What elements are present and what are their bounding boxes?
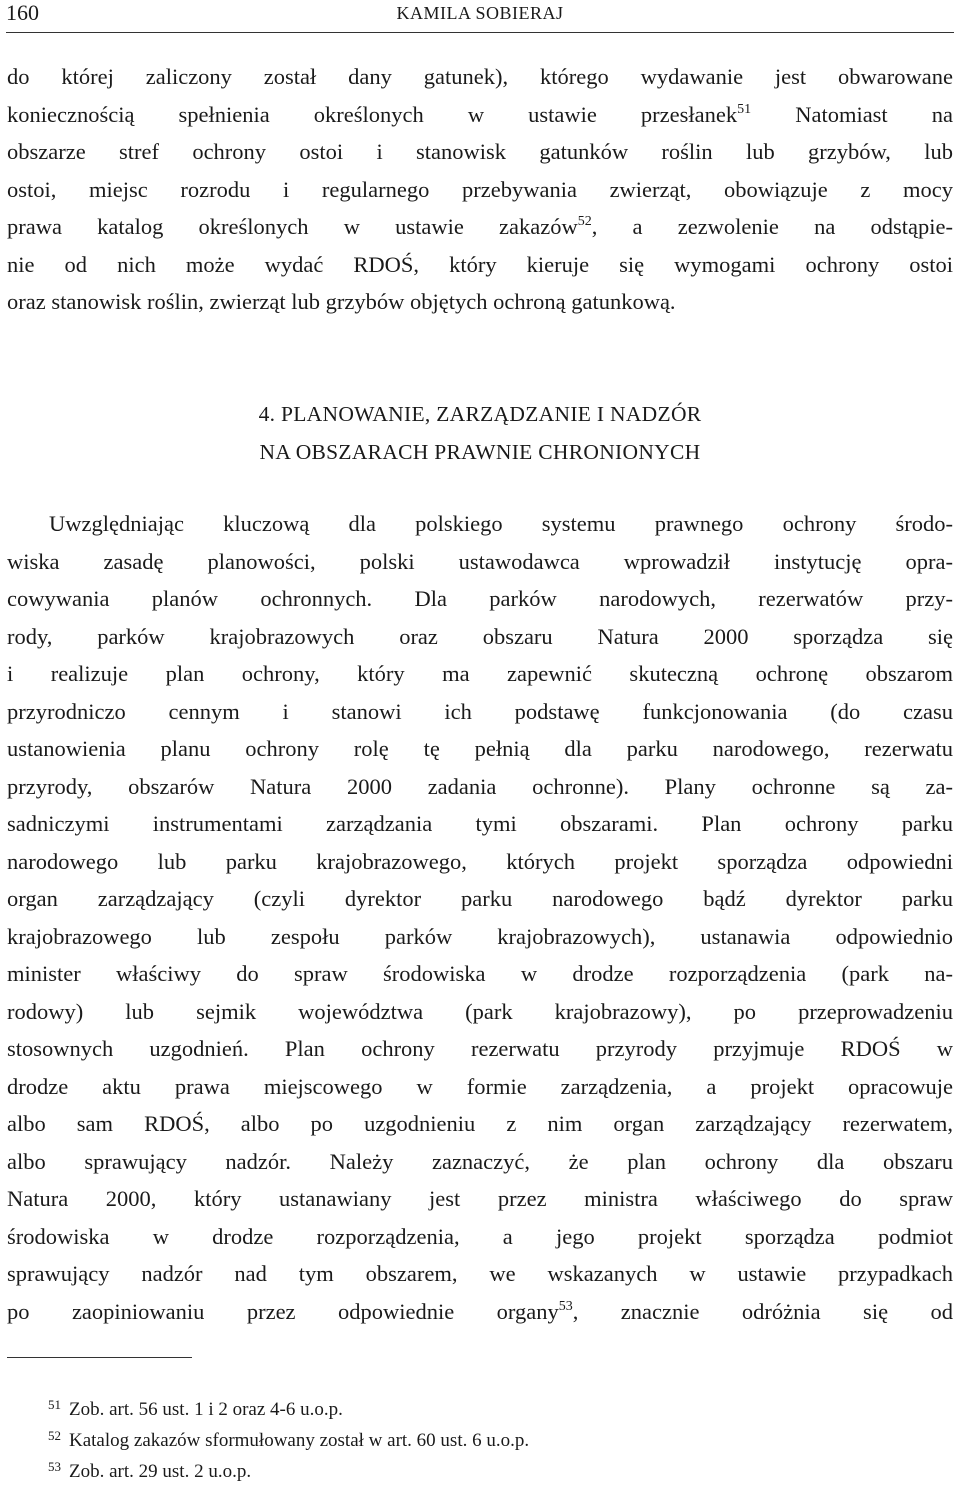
text-line: krajobrazowego lub zespołu parków krajobrazowych), ustanawia odpowiednio [7, 923, 953, 949]
header-rule [6, 32, 954, 33]
text-line: minister właściwy do spraw środowiska w drodze rozporządzenia (park na- [7, 961, 953, 986]
text-line: nie od nich może wydać RDOŚ, który kieruje się wymogami ochrony ostoi [7, 251, 953, 277]
text-line: wiska zasadę planowości, polski ustawodawca wprowadził instytucję opra- [7, 548, 953, 574]
text-line: sprawujący nadzór nad tym obszarem, we wskazanych w ustawie przypadkach [7, 1261, 953, 1286]
text-line: po zaopiniowaniu przez odpowiednie organy$^{53}$, znacznie odróżnia się od [7, 1298, 953, 1324]
text-line: rody, parków krajobrazowych oraz obszaru Natura 2000 sporządza się [7, 623, 953, 649]
text-line: narodowego lub parku krajobrazowego, których projekt sporządza odpowiedni [7, 848, 953, 874]
footnote-text: Zob. art. 29 ust. 2 u.o.p. [69, 1461, 252, 1482]
text-line: albo sprawujący nadzór. Należy zaznaczyć, że plan ochrony dla obszaru [7, 1148, 953, 1174]
text-line: drodze aktu prawa miejscowego w formie zarządzenia, a projekt opracowuje [7, 1073, 953, 1099]
text-line: Uwzględniając kluczową dla polskiego systemu prawnego ochrony środo- [49, 511, 953, 536]
footnote-ref: 53 [558, 1298, 573, 1314]
text-line: stosownych uzgodnień. Plan ochrony rezerwatu przyrody przyjmuje RDOŚ w [7, 1036, 953, 1061]
text-line: albo sam RDOŚ, albo po uzgodnieniu z nim organ zarządzający rezerwatem, [7, 1111, 953, 1136]
text-line: oraz stanowisk roślin, zwierząt lub grzybów objętych ochroną gatunkową. [7, 289, 676, 314]
text-line: ustanowienia planu ochrony rolę tę pełnią dla parku narodowego, rezerwatu [7, 736, 953, 761]
footnote-number: 51 [48, 1397, 61, 1412]
text-line: sadniczymi instrumentami zarządzania tymi obszarami. Plan ochrony parku [7, 811, 953, 836]
section-heading [0, 395, 960, 471]
text-line: koniecznością spełnienia określonych w ustawie przesłanek$^{51}$ Natomiast na [7, 101, 953, 127]
text-line: środowiska w drodze rozporządzenia, a jego projekt sporządza podmiot [7, 1223, 953, 1249]
text-line: prawa katalog określonych w ustawie zakazów$^{52}$, a zezwolenie na odstąpie- [7, 214, 953, 239]
text-line: przyrodniczo cennym i stanowi ich podstawę funkcjonowania (do czasu [7, 698, 953, 724]
section-heading-line: NA OBSZARACH PRAWNIE CHRONIONYCH [259, 440, 701, 464]
footnote-text: Katalog zakazów sformułowany został w art. 60 ust. 6 u.o.p. [69, 1430, 530, 1451]
text-line: do której zaliczony został dany gatunek), którego wydawanie jest obwarowane [7, 64, 953, 89]
footnote [48, 1420, 529, 1451]
page-number: 160 [6, 0, 39, 25]
footnote [48, 1451, 529, 1482]
section-heading-line: 4. PLANOWANIE, ZARZĄDZANIE I NADZÓR [258, 402, 702, 426]
text-line: Natura 2000, który ustanawiany jest przez ministra właściwego do spraw [7, 1186, 953, 1211]
page-header [6, 0, 954, 28]
running-head: KAMILA SOBIERAJ [396, 3, 564, 23]
text-line: cowywania planów ochronnych. Dla parków narodowych, rezerwatów przy- [7, 586, 953, 611]
text-line: ostoi, miejsc rozrodu i regularnego przebywania zwierząt, obowiązuje z mocy [7, 176, 953, 202]
footnote-ref: 52 [577, 214, 592, 229]
footnote-number: 53 [48, 1459, 61, 1474]
footnote [48, 1389, 529, 1420]
paragraph-continuation [7, 58, 953, 321]
footnote-rule [7, 1357, 192, 1358]
text-line: obszarze stref ochrony ostoi i stanowisk gatunków roślin lub grzybów, lub [7, 139, 953, 164]
text-line: przyrody, obszarów Natura 2000 zadania ochronne). Plany ochronne są za- [7, 773, 953, 799]
footnote-number: 52 [48, 1428, 61, 1443]
text-line: rodowy) lub sejmik województwa (park krajobrazowy), po przeprowadzeniu [7, 998, 953, 1024]
text-line: i realizuje plan ochrony, który ma zapewnić skuteczną ochronę obszarom [7, 661, 953, 686]
paragraph-main [7, 505, 953, 1330]
text-line: organ zarządzający (czyli dyrektor parku narodowego bądź dyrektor parku [7, 886, 953, 911]
footnote-ref: 51 [737, 101, 752, 117]
footnotes [48, 1389, 529, 1482]
footnote-text: Zob. art. 56 ust. 1 i 2 oraz 4-6 u.o.p. [69, 1399, 343, 1420]
